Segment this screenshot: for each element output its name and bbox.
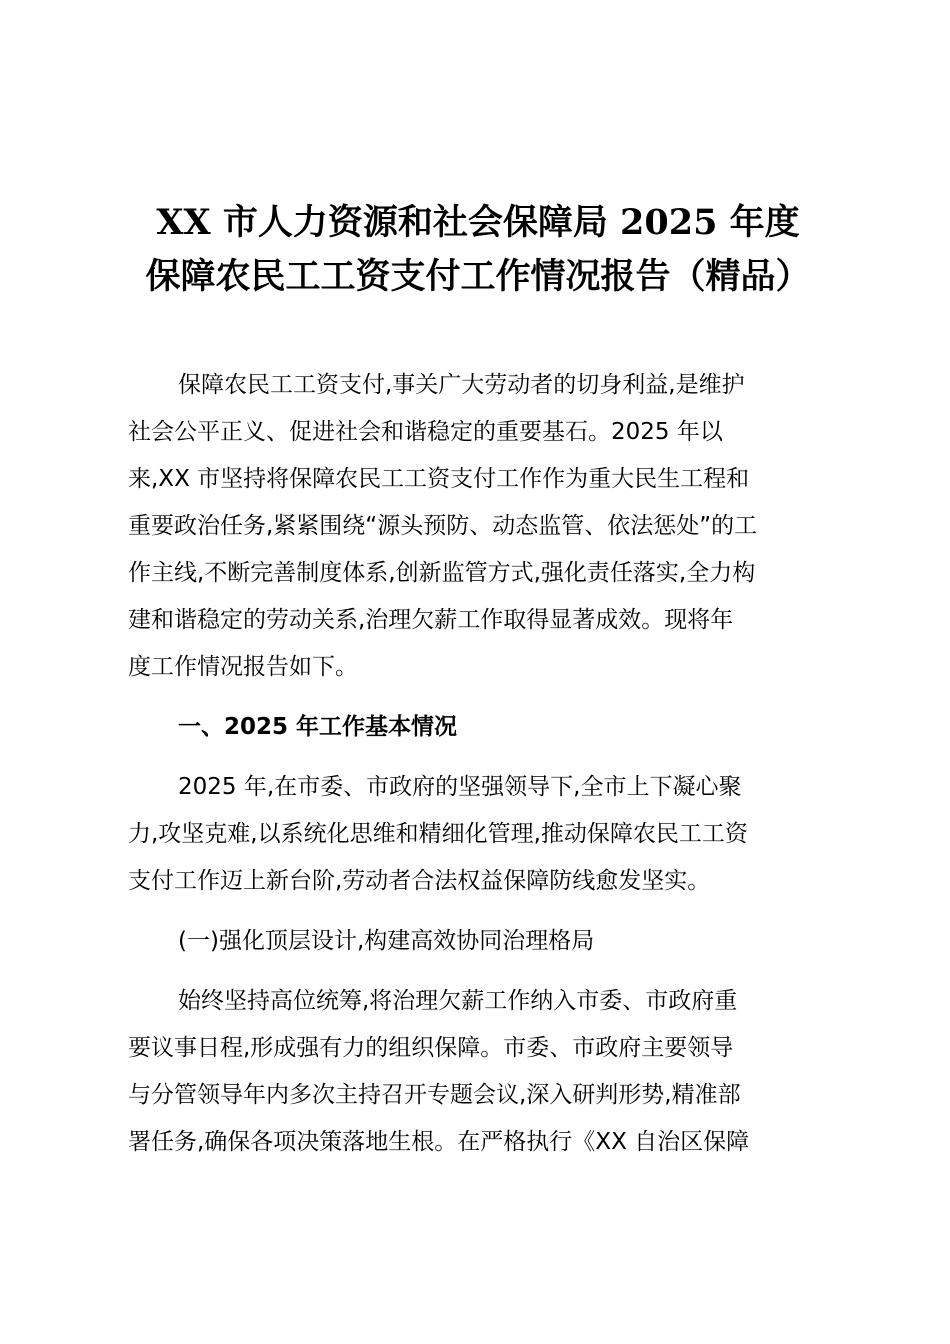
text-line: 重要政治任务,紧紧围绕“源头预防、动态监管、依法惩处”的工 — [128, 513, 758, 539]
document-body — [128, 362, 828, 1166]
text-line: 署任务,确保各项决策落地生根。在严格执行《XX 自治区保障 — [128, 1129, 750, 1155]
text-line: 作主线,不断完善制度体系,创新监管方式,强化责任落实,全力构 — [128, 560, 756, 586]
title-line-2: 保障农民工工资支付工作情况报告（精品） — [145, 256, 811, 297]
intro-paragraph — [128, 362, 828, 691]
subsection-heading: (一)强化顶层设计,构建高效协同治理格局 — [178, 928, 595, 954]
text-line: 建和谐稳定的劳动关系,治理欠薪工作取得显著成效。现将年 — [128, 607, 734, 633]
text-line: 保障农民工工资支付,事关广大劳动者的切身利益,是维护 — [178, 372, 745, 398]
text-line: 始终坚持高位统筹,将治理欠薪工作纳入市委、市政府重 — [178, 988, 738, 1014]
subsection-paragraph — [128, 978, 828, 1166]
text-line: 度工作情况报告如下。 — [128, 654, 358, 680]
text-line: 2025 年,在市委、市政府的坚强领导下,全市上下凝心聚 — [178, 774, 742, 800]
text-line: 来,XX 市坚持将保障农民工工资支付工作作为重大民生工程和 — [128, 466, 750, 492]
text-line: 支付工作迈上新台阶,劳动者合法权益保障防线愈发坚实。 — [128, 868, 711, 894]
text-line: 与分管领导年内多次主持召开专题会议,深入研判形势,精准部 — [128, 1082, 741, 1108]
section-paragraph — [128, 764, 828, 905]
title-line-1: XX 市人力资源和社会保障局 2025 年度 — [156, 202, 800, 243]
document-title — [128, 196, 828, 304]
section-heading: 一、2025 年工作基本情况 — [178, 714, 458, 740]
text-line: 社会公平正义、促进社会和谐稳定的重要基石。2025 年以 — [128, 419, 723, 445]
text-line: 力,攻坚克难,以系统化思维和精细化管理,推动保障农民工工资 — [128, 821, 748, 847]
text-line: 要议事日程,形成强有力的组织保障。市委、市政府主要领导 — [128, 1035, 734, 1061]
